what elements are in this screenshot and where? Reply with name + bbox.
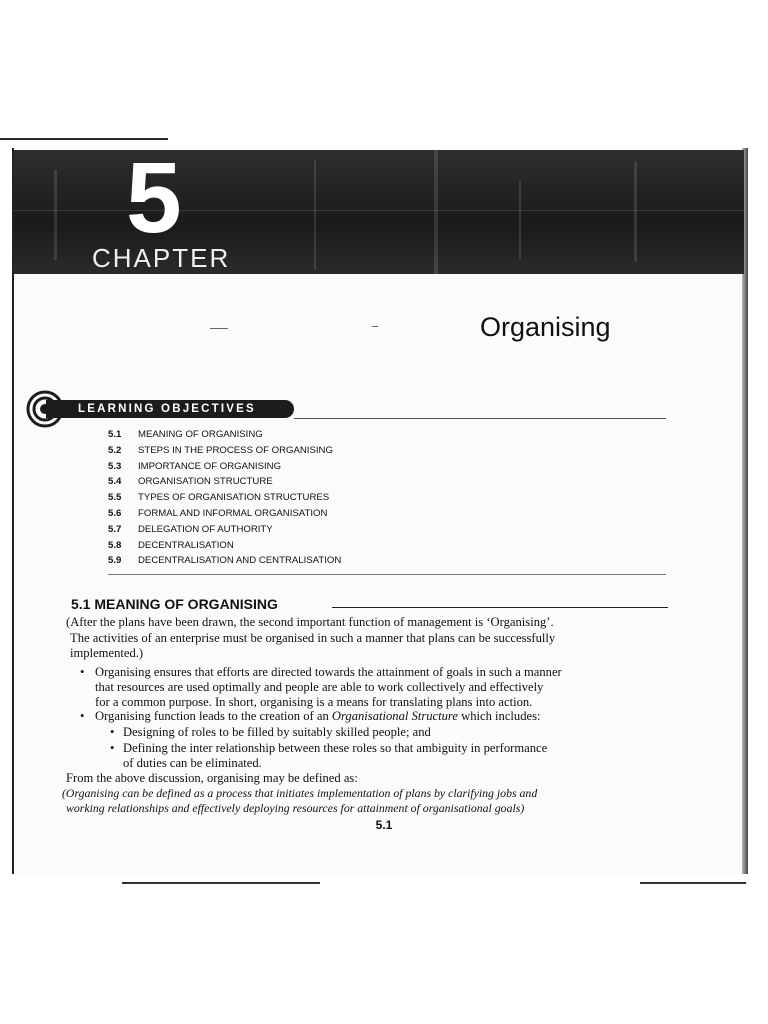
sub-bullet-marker: • [110, 741, 115, 755]
objective-text: TYPES OF ORGANISATION STRUCTURES [138, 492, 330, 504]
chapter-title: Organising [480, 312, 611, 342]
learning-objectives-rule [294, 418, 666, 419]
bullet-text: Organising function leads to the creation of an [95, 709, 332, 723]
objective-text: IMPORTANCE OF ORGANISING [138, 460, 282, 472]
bullet-line: for a common purpose. In short, organising is a means for translating plans into action. [95, 695, 533, 709]
bullet-italic-term: Organisational Structure [331, 709, 458, 723]
definition-intro: From the above discussion, organising may be defined as: [66, 771, 358, 785]
objective-text: STEPS IN THE PROCESS OF ORGANISING [138, 444, 333, 456]
intro-line: (After the plans have been drawn, the second important function of management is ‘Organising’. [66, 615, 554, 629]
banner-streak [14, 210, 744, 211]
objective-item [108, 490, 668, 506]
objective-item [108, 553, 668, 569]
objective-text: DECENTRALISATION AND CENTRALISATION [138, 555, 342, 567]
objective-text: DECENTRALISATION [138, 539, 234, 551]
bullet-line: that resources are used optimally and people are able to work collectively and effectively [95, 680, 544, 694]
objective-number: 5.8 [108, 539, 122, 551]
bottom-scan-rule [122, 882, 320, 884]
section-heading: 5.1 MEANING OF ORGANISING [71, 596, 278, 612]
objective-item [108, 427, 668, 443]
objective-number: 5.4 [108, 476, 122, 488]
objectives-bottom-rule [108, 574, 666, 575]
top-scan-rule [0, 138, 168, 140]
sub-bullet-line: Defining the inter relationship between these roles so that ambiguity in performance [123, 741, 548, 755]
sub-bullet-line: Designing of roles to be filled by suitably skilled people; and [123, 725, 431, 739]
banner-streak [434, 150, 438, 274]
objective-item [108, 538, 668, 554]
bullet-marker: • [80, 709, 85, 723]
objective-number: 5.3 [108, 460, 122, 472]
section-heading-rule [332, 607, 668, 608]
banner-streak [54, 170, 57, 260]
banner-streak [519, 180, 521, 260]
objective-number: 5.9 [108, 555, 122, 567]
bullet-text: which includes: [457, 709, 541, 723]
chapter-number: 5 [126, 142, 180, 254]
banner-streak [634, 162, 637, 262]
objectives-list [108, 427, 668, 569]
bullet-marker: • [80, 665, 85, 679]
learning-objectives-label: LEARNING OBJECTIVES [78, 403, 256, 415]
sub-bullet-marker: • [110, 725, 115, 739]
page-number: 5.1 [375, 818, 393, 832]
objective-number: 5.2 [108, 444, 122, 456]
objective-text: MEANING OF ORGANISING [138, 429, 263, 440]
objective-text: DELEGATION OF AUTHORITY [138, 523, 273, 535]
objective-item [108, 522, 668, 538]
scan-mark [210, 328, 228, 329]
intro-line: implemented.) [70, 646, 144, 660]
objective-number: 5.7 [108, 523, 122, 535]
objective-item [108, 443, 668, 459]
objective-number: 5.1 [108, 429, 122, 440]
objective-text: ORGANISATION STRUCTURE [138, 476, 273, 488]
definition-line: working relationships and effectively deploying resources for attainment of organisational goals) [66, 801, 525, 815]
banner-streak [314, 160, 316, 270]
bullet-line [95, 709, 541, 725]
objective-item [108, 459, 668, 475]
bottom-scan-rule [640, 882, 746, 884]
objective-item [108, 506, 668, 522]
intro-line: The activities of an enterprise must be organised in such a manner that plans can be successfully [70, 631, 556, 645]
scan-mark [372, 326, 378, 327]
bullet-line: Organising ensures that efforts are directed towards the attainment of goals in such a manner [95, 665, 562, 679]
chapter-label: CHAPTER [92, 243, 231, 273]
definition-line: (Organising can be defined as a process that initiates implementation of plans by clarifying jobs and [62, 786, 538, 800]
objective-text: FORMAL AND INFORMAL ORGANISATION [138, 507, 328, 519]
objective-number: 5.5 [108, 492, 122, 504]
objective-item [108, 474, 668, 490]
sub-bullet-line: of duties can be eliminated. [123, 756, 262, 770]
objective-number: 5.6 [108, 507, 122, 519]
